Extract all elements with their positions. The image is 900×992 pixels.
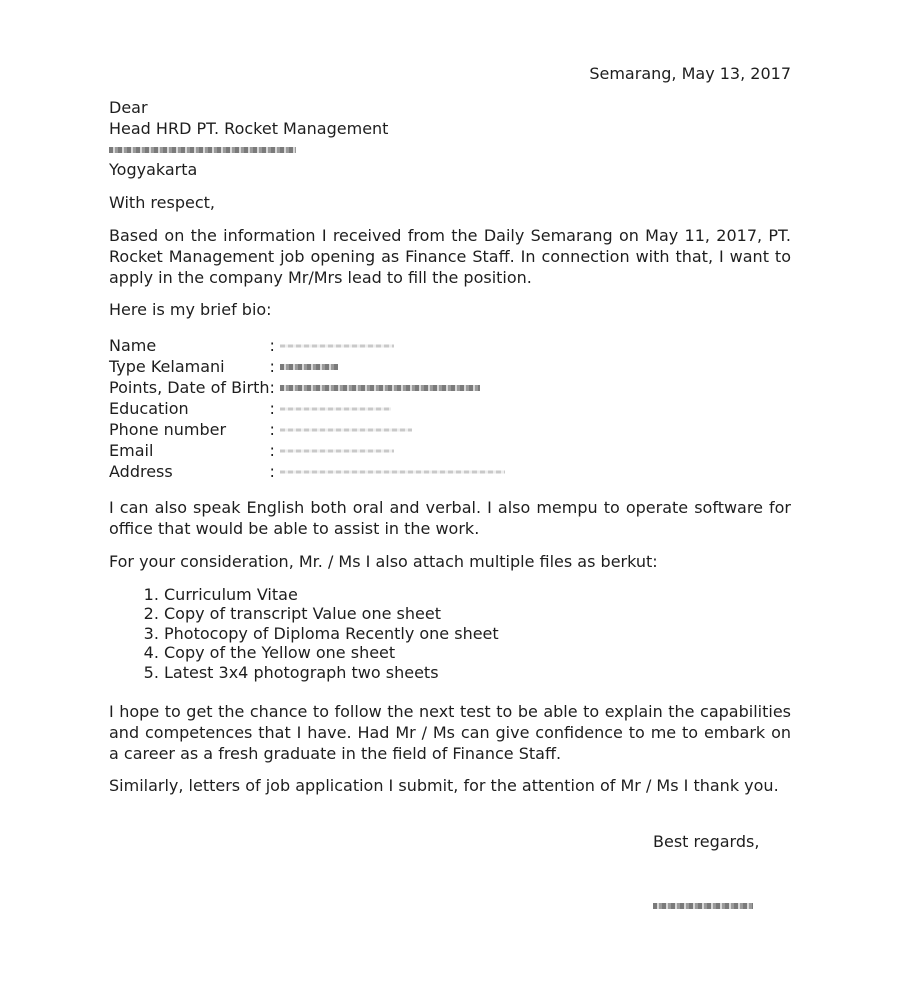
redacted-value [280,335,394,356]
bio-row [109,377,505,398]
redacted-signature [653,898,753,914]
bio-value: : [269,356,505,377]
bio-label: Type Kelamani [109,357,225,377]
recipient: Head HRD PT. Rocket Management [109,118,389,138]
paragraph-closing: Similarly, letters of job application I submit, for the attention of Mr / Ms I thank you. [109,776,779,796]
paragraph-skills: I can also speak English both oral and verbal. I also mempu to operate software for office that would be able to assist in the work. [109,498,791,538]
bio-label: Education [109,399,189,419]
bio-label: Phone number [109,420,227,440]
paragraph-hope: I hope to get the chance to follow the next test to be able to explain the capabilities and competences that I have. Had Mr / Ms can give confidence to me to embark on a career as a fresh graduate in the field of Finance Staff. [109,702,791,763]
redacted-value [280,356,338,377]
bio-value: : [269,419,505,440]
bio-label: Name [109,336,157,356]
redacted-address [109,140,296,161]
bio-label: Email [109,441,154,461]
redacted-value [280,461,505,482]
salutation: Dear [109,98,148,117]
closing-phrase: Best regards, [653,832,760,851]
signature [653,898,753,914]
bio-row [109,440,505,461]
bio-row [109,461,505,482]
bio-value: : [269,398,505,419]
list-item: 1. Curriculum Vitae [164,585,791,605]
list-item: 4. Copy of the Yellow one sheet [164,643,791,663]
greeting: With respect, [109,193,215,213]
bio-intro: Here is my brief bio: [109,300,272,320]
bio-row [109,335,505,356]
letter-body [109,98,791,797]
recipient-address [109,140,791,161]
paragraph-attachments: For your consideration, Mr. / Ms I also attach multiple files as berkut: [109,551,658,571]
redacted-value [280,398,391,419]
bio-value: : [269,461,505,482]
paragraph-intro: Based on the information I received from the Daily Semarang on May 11, 2017, PT. Rocket Management job opening as Finance Staff. In connection with that, I want to apply in the company Mr/Mrs lead to fill the position. [109,225,791,287]
bio-row [109,419,505,440]
redacted-value [280,377,480,398]
bio-label: Points, Date of Birth [109,378,270,398]
bio-value: : [269,335,505,356]
recipient-city: Yogyakarta [109,160,198,180]
bio-row [109,398,505,419]
redacted-value [280,419,412,440]
attachment-list [109,585,791,683]
bio-label: Address [109,462,173,482]
bio-value: : [269,377,505,398]
bio-value: : [269,440,505,461]
list-item: 5. Latest 3x4 photograph two sheets [164,663,791,683]
list-item: 2. Copy of transcript Value one sheet [164,604,791,624]
bio-row [109,356,505,377]
letter-date: Semarang, May 13, 2017 [589,64,791,83]
bio-table [109,335,505,482]
list-item: 3. Photocopy of Diploma Recently one sheet [164,624,791,644]
redacted-value [280,440,394,461]
